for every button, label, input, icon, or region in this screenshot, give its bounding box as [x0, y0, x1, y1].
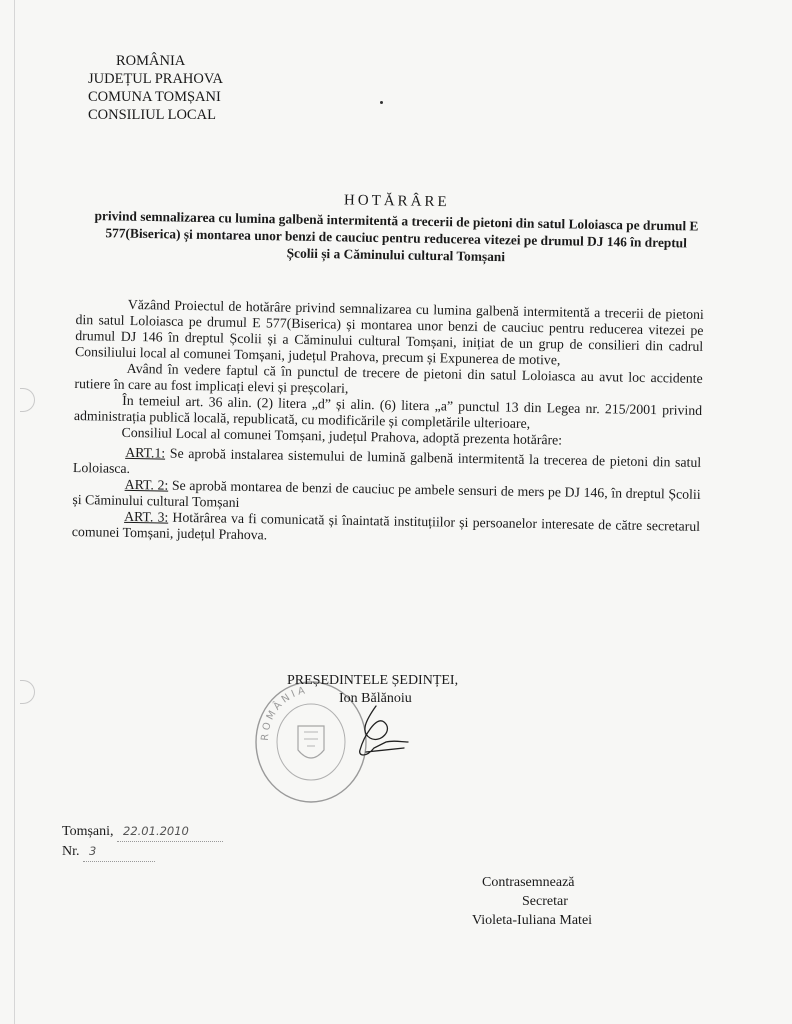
article-text: Se aprobă instalarea sistemului de lumină galbenă intermitentă la trecerea de pietoni din satul Loloiasca. — [72, 445, 702, 476]
document-subtitle: privind semnalizarea cu lumina galbenă intermitentă a trecerii de pietoni din satul Loloiasca pe drumul E 577(Biserica) și montarea unor benzi de cauciuc pentru reducerea vitezei pe drumul DJ 146 în dreptul Școlii și a Căminului cultural Tomșani — [94, 208, 699, 265]
countersign-label: Contrasemnează — [482, 875, 575, 890]
paragraph-considering: Văzând Proiectul de hotărâre privind semnalizarea cu lumina galbenă intermitentă a trecerii de pietoni din satul Loloiasca pe drumul E 577(Biserica) și montarea unor benzi de cauciuc pentru reducerea vitezei pe drumul DJ 146 în dreptul Școlii și a Căminului cultural Tomșani, inițiat de un grup de consilieri din cadrul Consiliului local al comunei Tomșani, județul Prahova, precum și Expunerea de motive, — [74, 296, 704, 368]
header-commune: COMUNA TOMȘANI — [88, 89, 221, 105]
title-block — [91, 188, 702, 269]
secretary-role: Secretar — [522, 894, 568, 909]
paragraph-legal-basis: În temeiul art. 36 alin. (2) litera „d” și alin. (6) litera „a” punctul 13 din Legea nr. 215/2001 privind administrația publică locală, republicată, cu modificările și completările ulterioare, — [73, 392, 703, 431]
issuer-header — [88, 52, 223, 124]
chairman-role: PREȘEDINTELE ȘEDINȚEI, — [287, 673, 459, 688]
handwritten-number: 3 — [83, 842, 155, 862]
article-label: ART. 2: — [124, 476, 169, 493]
chairman-name: Ion Bălănoiu — [339, 691, 412, 706]
punch-hole-mark — [20, 680, 35, 704]
page-edge-line — [14, 0, 15, 1024]
countersign-block — [472, 873, 592, 930]
number-row — [62, 842, 223, 862]
svg-text:ROMÂNIA: ROMÂNIA — [259, 684, 309, 742]
header-council: CONSILIUL LOCAL — [88, 107, 216, 123]
article-label: ART.1: — [125, 444, 166, 461]
place-and-number — [62, 822, 223, 862]
paragraph-whereas: Având în vedere faptul că în punctul de trecere de pietoni din satul Loloiasca au avut loc accidente rutiere în care au fost implicați elevi și preșcolari, — [74, 360, 703, 396]
place-label: Tomșani, — [62, 824, 114, 839]
article-label: ART. 3: — [124, 508, 169, 525]
place-date-row — [62, 822, 223, 842]
punch-hole-mark — [20, 388, 35, 412]
header-country: ROMÂNIA — [116, 53, 186, 69]
handwritten-signature — [346, 702, 416, 764]
scan-speck — [380, 101, 383, 104]
paragraph-adoption: Consiliul Local al comunei Tomșani, județul Prahova, adoptă prezenta hotărâre: — [121, 424, 563, 448]
number-label: Nr. — [62, 844, 80, 859]
document-title: HOTĂRÂRE — [343, 192, 450, 211]
secretary-name: Violeta-Iuliana Matei — [472, 913, 593, 928]
document-body — [72, 296, 704, 551]
header-county: JUDEȚUL PRAHOVA — [88, 71, 223, 87]
handwritten-date: 22.01.2010 — [117, 822, 223, 842]
article-text: Hotărârea va fi comunicată și înaintată instituțiilor și persoanelor interesate de către secretarul comunei Tomșani, județul Prahova. — [71, 509, 701, 543]
article-text: Se aprobă montarea de benzi de cauciuc pe ambele sensuri de mers pe DJ 146, în dreptul Școlii și Căminului cultural Tomșani — [72, 477, 701, 510]
